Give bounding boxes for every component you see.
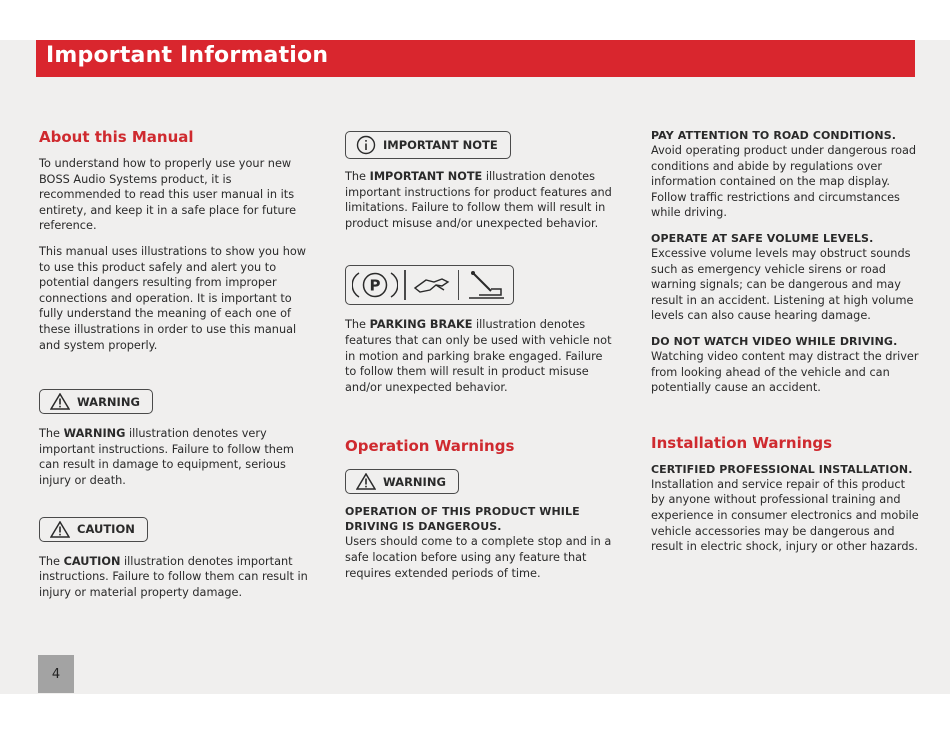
caution-triangle-icon bbox=[50, 521, 70, 538]
video-text: Watching video content may distract the driver from looking ahead of the vehicle and can potentially cause an accident. bbox=[651, 349, 919, 395]
column-right bbox=[651, 128, 921, 565]
important-note-label-box bbox=[345, 131, 511, 159]
parking-brake-icon bbox=[352, 269, 398, 301]
operation-heading: OPERATION OF THIS PRODUCT WHILE DRIVING IS DANGEROUS. bbox=[345, 505, 580, 534]
operation-warnings-title: Operation Warnings bbox=[345, 437, 515, 456]
operation-warning-label-box bbox=[345, 469, 459, 494]
volume-text: Excessive volume levels may obstruct sounds such as emergency vehicle sirens or road warning signals; can be dangerous and may result in an accident. Listening at high volume levels can also cause hearing damage. bbox=[651, 246, 914, 323]
parking-lever-icon bbox=[465, 269, 507, 301]
column-middle bbox=[345, 131, 615, 591]
about-paragraph-2: This manual uses illustrations to show you how to use this product safely and alert you to potential dangers resulting from improper connections and operation. It is important to fully understand the meaning of each one of these illustrations in order to use this manual and system properly. bbox=[39, 244, 306, 352]
warning-label-box bbox=[39, 389, 153, 414]
page-title: Important Information bbox=[46, 43, 329, 68]
caution-description: The CAUTION illustration denotes important instructions. Failure to follow them can result in injury or material property damage. bbox=[39, 554, 308, 599]
hand-brake-icon bbox=[412, 270, 452, 300]
info-circle-icon bbox=[356, 135, 376, 155]
header-bar bbox=[36, 40, 915, 77]
about-paragraph-1: To understand how to properly use your new BOSS Audio Systems product, it is recommended to read this user manual in its entirety, and keep it in a safe place for future reference. bbox=[39, 157, 297, 233]
parking-brake-label-box bbox=[345, 265, 514, 305]
operation-warning-label: WARNING bbox=[383, 474, 446, 489]
installation-warnings-title: Installation Warnings bbox=[651, 433, 833, 452]
video-heading: DO NOT WATCH VIDEO WHILE DRIVING. bbox=[651, 334, 898, 348]
operation-text: Users should come to a complete stop and in a safe location before using any feature that requires extended periods of time. bbox=[345, 535, 612, 580]
installation-heading: CERTIFIED PROFESSIONAL INSTALLATION. bbox=[651, 462, 913, 476]
important-note-label: IMPORTANT NOTE bbox=[383, 138, 498, 152]
warning-label: WARNING bbox=[77, 394, 140, 409]
parking-brake-description: The PARKING BRAKE illustration denotes features that can only be used with vehicle not in motion and parking brake engaged. Failure to follow them will result in product misuse and/or unexpected behavior. bbox=[345, 318, 612, 394]
warning-triangle-icon bbox=[356, 473, 376, 490]
caution-label: CAUTION bbox=[77, 522, 135, 536]
warning-triangle-icon bbox=[50, 393, 70, 410]
caution-label-box bbox=[39, 517, 148, 542]
column-left bbox=[39, 128, 309, 610]
important-note-description: The IMPORTANT NOTE illustration denotes important instructions for product features and limitations. Failure to follow them will result in product misuse and/or unexpected behavior. bbox=[345, 170, 612, 230]
road-heading: PAY ATTENTION TO ROAD CONDITIONS. bbox=[651, 129, 897, 142]
page-number: 4 bbox=[51, 667, 61, 682]
svg-text:P: P bbox=[369, 276, 381, 295]
about-title: About this Manual bbox=[39, 128, 194, 146]
installation-text: Installation and service repair of this product by anyone without professional training and experience in consumer electronics and mobile vehicle accessories may be dangerous and result in electric shock, injury or other hazards. bbox=[651, 477, 919, 554]
page-number-box bbox=[38, 655, 74, 693]
volume-heading: OPERATE AT SAFE VOLUME LEVELS. bbox=[651, 231, 874, 245]
road-text: Avoid operating product under dangerous road conditions and abide by regulations over information contained on the map display. Follow traffic restrictions and circumstances while driving. bbox=[651, 144, 917, 220]
warning-description: The WARNING illustration denotes very important instructions. Failure to follow them can result in damage to equipment, serious injury or death. bbox=[39, 427, 294, 487]
